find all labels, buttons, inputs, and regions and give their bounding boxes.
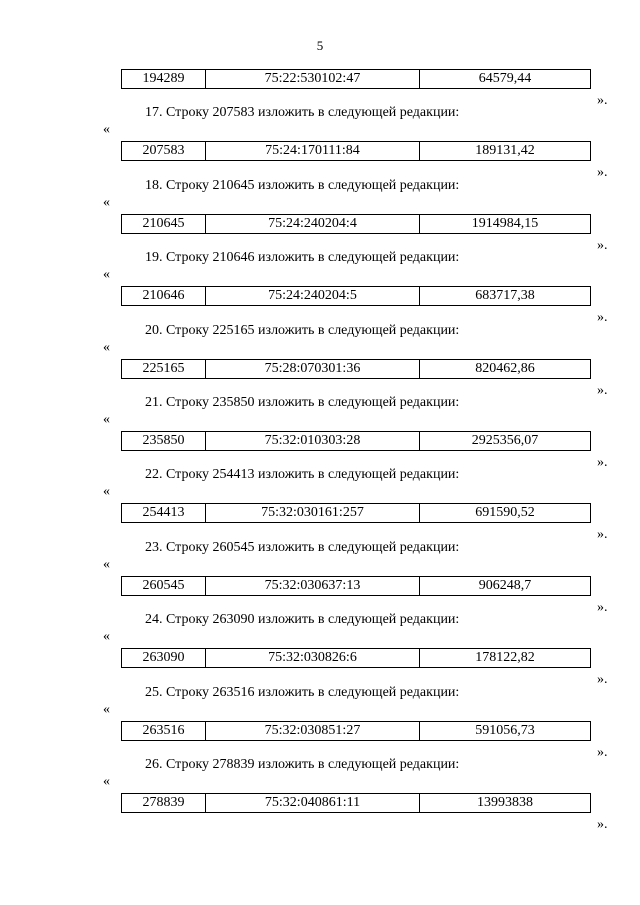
row-id-cell: 235850 [122, 432, 206, 450]
row-id-cell: 210646 [122, 287, 206, 305]
row-id-cell: 260545 [122, 577, 206, 595]
closing-quote: ». [597, 93, 608, 108]
cadastral-number-cell: 75:32:030637:13 [206, 577, 420, 595]
value-cell: 683717,38 [475, 288, 535, 304]
value-cell: 2925356,07 [471, 433, 539, 448]
table-row [121, 214, 591, 234]
amendment-text: 18. Строку 210645 изложить в следующей редакции: [145, 177, 460, 193]
row-id-cell: 194289 [122, 70, 206, 88]
row-id-cell: 263090 [122, 649, 206, 667]
amendment-text: 19. Строку 210646 изложить в следующей редакции: [145, 250, 460, 266]
cadastral-number-cell: 75:24:170111:84 [206, 142, 420, 160]
closing-quote: ». [597, 382, 608, 398]
row-id-cell: 210645 [122, 215, 206, 233]
closing-quote: ». [597, 744, 608, 760]
cadastral-number-cell: 75:24:240204:5 [206, 287, 420, 305]
cadastral-number-cell: 75:32:040861:11 [206, 794, 420, 812]
value-cell: 13993838 [477, 795, 533, 810]
value-cell: 591056,73 [475, 722, 535, 738]
table-row [121, 503, 591, 523]
closing-quote: ». [597, 527, 608, 543]
value-cell: 189131,42 [475, 143, 535, 159]
table-row [121, 576, 591, 596]
row-id-cell: 225165 [122, 360, 206, 378]
amendment-text: 25. Строку 263516 изложить в следующей редакции: [145, 684, 460, 700]
amendment-text: 17. Строку 207583 изложить в следующей редакции: [145, 105, 460, 121]
cadastral-number-cell: 75:32:030851:27 [206, 722, 420, 740]
opening-quote: « [103, 339, 110, 355]
table-row [121, 359, 591, 379]
cadastral-number-cell: 75:32:030826:6 [206, 649, 420, 667]
table-row [121, 69, 591, 89]
closing-quote: ». [597, 310, 608, 326]
page-number: 5 [316, 38, 324, 53]
opening-quote: « [103, 484, 110, 500]
cadastral-number-cell: 75:22:530102:47 [206, 70, 420, 88]
opening-quote: « [103, 412, 110, 427]
row-id-cell: 263516 [122, 722, 206, 740]
row-id-cell: 254413 [122, 504, 206, 522]
amendment-text: 21. Строку 235850 изложить в следующей редакции: [145, 395, 460, 410]
value-cell: 178122,82 [475, 650, 535, 666]
value-cell: 691590,52 [475, 505, 535, 521]
opening-quote: « [103, 267, 110, 283]
opening-quote: « [103, 774, 110, 789]
value-cell: 906248,7 [478, 577, 532, 593]
opening-quote: « [103, 194, 110, 210]
amendment-text: 24. Строку 263090 изложить в следующей редакции: [145, 612, 460, 628]
closing-quote: ». [597, 672, 608, 688]
closing-quote: ». [597, 817, 608, 832]
cadastral-number-cell: 75:32:030161:257 [206, 504, 420, 522]
amendment-text: 20. Строку 225165 изложить в следующей редакции: [145, 322, 460, 338]
value-cell: 64579,44 [478, 71, 532, 86]
amendment-text: 26. Строку 278839 изложить в следующей редакции: [145, 757, 460, 772]
opening-quote: « [103, 701, 110, 717]
value-cell: 1914984,15 [471, 215, 539, 231]
table-row [121, 648, 591, 668]
opening-quote: « [103, 122, 110, 138]
closing-quote: ». [597, 237, 608, 253]
row-id-cell: 278839 [122, 794, 206, 812]
closing-quote: ». [597, 455, 608, 470]
table-row [121, 141, 591, 161]
cadastral-number-cell: 75:24:240204:4 [206, 215, 420, 233]
table-row [121, 793, 591, 813]
closing-quote: ». [597, 165, 608, 181]
cadastral-number-cell: 75:28:070301:36 [206, 360, 420, 378]
closing-quote: ». [597, 599, 608, 615]
row-id-cell: 207583 [122, 142, 206, 160]
table-row [121, 721, 591, 741]
table-row [121, 431, 591, 451]
amendment-text: 23. Строку 260545 изложить в следующей редакции: [145, 539, 460, 555]
table-row [121, 286, 591, 306]
amendment-text: 22. Строку 254413 изложить в следующей редакции: [145, 467, 460, 483]
opening-quote: « [103, 629, 110, 645]
value-cell: 820462,86 [475, 360, 535, 376]
opening-quote: « [103, 556, 110, 572]
cadastral-number-cell: 75:32:010303:28 [206, 432, 420, 450]
